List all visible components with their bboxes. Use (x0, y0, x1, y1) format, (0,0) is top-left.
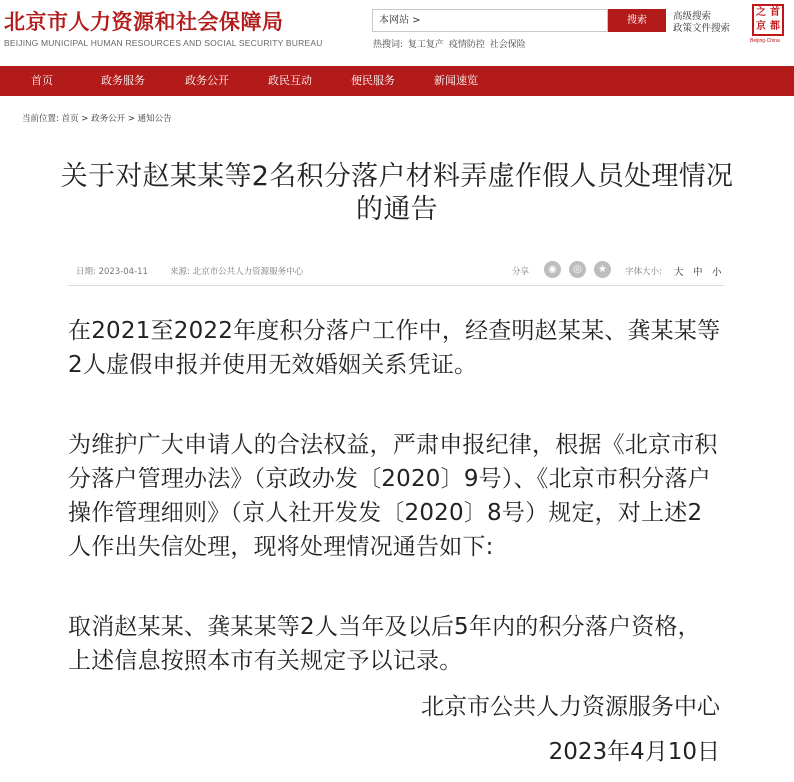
logo-char: 之 (756, 7, 766, 18)
hot-word-link[interactable]: 社会保险 (489, 40, 526, 50)
nav-item-gov-services[interactable]: 政务服务 (101, 74, 145, 87)
nav-item-news[interactable]: 新闻速览 (434, 74, 478, 87)
breadcrumb-separator: > (81, 114, 89, 124)
hot-word-link[interactable]: 疫情防控 (448, 40, 485, 50)
search-button[interactable]: 搜索 (608, 9, 666, 32)
weibo-icon[interactable]: ◎ (569, 261, 586, 278)
advanced-search-link[interactable]: 高级搜索 (673, 11, 712, 22)
site-title[interactable]: 北京市人力资源和社会保障局 (4, 10, 284, 34)
breadcrumb-home[interactable]: 首页 (61, 114, 79, 124)
article-meta-bar (68, 256, 724, 286)
signer-organization: 北京市公共人力资源服务中心 (421, 694, 720, 720)
font-size-label: 字体大小: (625, 267, 662, 277)
font-size-large[interactable]: 大 (674, 267, 684, 278)
site-subtitle: BEIJING MUNICIPAL HUMAN RESOURCES AND SOCIAL SECURITY BUREAU (4, 38, 323, 48)
font-size-medium[interactable]: 中 (693, 267, 703, 278)
policy-search-link[interactable]: 政策文件搜索 (673, 23, 731, 34)
hot-word-link[interactable]: 复工复产 (407, 40, 444, 50)
hot-words-label: 热搜词: (373, 40, 404, 50)
font-size-small[interactable]: 小 (712, 267, 722, 278)
nav-item-home[interactable]: 首页 (31, 74, 53, 87)
site-header (0, 0, 794, 62)
capital-logo (752, 4, 786, 44)
search-scope-input[interactable]: 本网站 > (372, 9, 608, 32)
breadcrumb-notices[interactable]: 通知公告 (137, 114, 172, 124)
article-paragraph: 为维护广大申请人的合法权益，严肃申报纪律，根据《北京市积分落户管理办法》（京政办发〔2020〕9号）、《北京市积分落户操作管理细则》（京人社开发发〔2020〕8号）规定，对上述2人作出失信处理，现将处理情况通告如下: (68, 432, 718, 560)
star-icon[interactable]: ★ (594, 261, 611, 278)
article-paragraph: 在2021至2022年度积分落户工作中，经查明赵某某、龚某某等2人虚假申报并使用无效婚姻关系凭证。 (68, 318, 721, 378)
logo-char: 京 (756, 21, 766, 32)
wechat-icon[interactable]: ◉ (544, 261, 561, 278)
sign-date: 2023年4月10日 (548, 739, 720, 765)
nav-item-interaction[interactable]: 政民互动 (268, 74, 312, 87)
breadcrumb-gov-disclosure[interactable]: 政务公开 (91, 114, 126, 124)
logo-char: 都 (770, 21, 780, 32)
breadcrumb-separator: > (127, 114, 135, 124)
article-source: 来源: 北京市公共人力资源服务中心 (170, 267, 304, 277)
article-paragraph: 取消赵某某、龚某某等2人当年及以后5年内的积分落户资格，上述信息按照本市有关规定予以记录。 (68, 614, 701, 674)
logo-char: 首 (770, 7, 780, 18)
breadcrumb (22, 112, 172, 124)
main-nav (0, 66, 794, 96)
nav-item-convenience[interactable]: 便民服务 (351, 74, 395, 87)
share-label: 分享 (512, 267, 530, 277)
publish-date: 日期: 2023-04-11 (76, 267, 148, 277)
article-title: 关于对赵某某等2名积分落户材料弄虚作假人员处理情况的通告 (60, 161, 734, 225)
hot-words (373, 37, 528, 50)
logo-seal (752, 4, 784, 36)
logo-caption: Beijing·China (750, 38, 780, 44)
breadcrumb-label: 当前位置: (22, 114, 59, 124)
nav-item-gov-disclosure[interactable]: 政务公开 (185, 74, 229, 87)
